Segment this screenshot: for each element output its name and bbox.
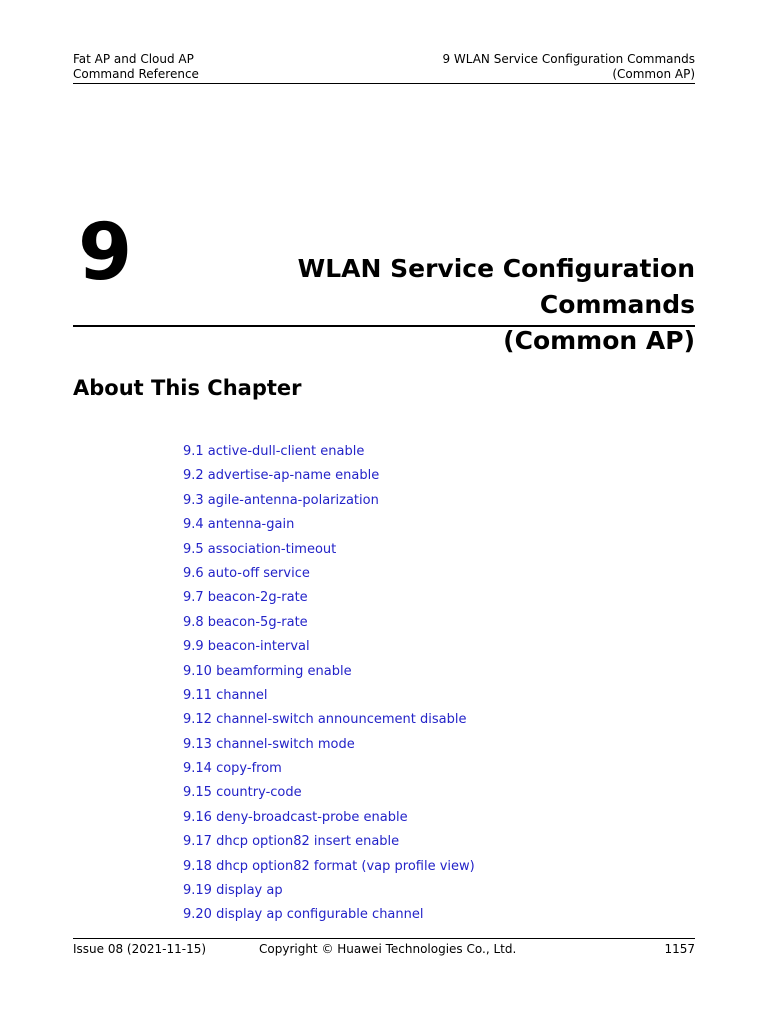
toc-link[interactable]: 9.17 dhcp option82 insert enable [183,834,400,850]
toc-link[interactable]: 9.5 association-timeout [183,541,337,557]
toc-link[interactable]: 9.2 advertise-ap-name enable [183,468,380,484]
toc-item [183,562,475,586]
toc-item [183,903,475,927]
toc-link[interactable]: 9.10 beamforming enable [183,663,352,679]
header-chapter-title: 9 WLAN Service Configuration Commands [442,52,695,66]
toc-link[interactable]: 9.7 beacon-2g-rate [183,590,308,606]
toc-item [183,879,475,903]
toc-link[interactable]: 9.18 dhcp option82 format (vap profile view) [183,858,475,874]
toc-link[interactable]: 9.15 country-code [183,785,302,801]
footer-divider [73,938,695,939]
header-doc-title: Fat AP and Cloud AP [73,52,194,66]
running-header-right [442,52,695,82]
chapter-title [135,251,695,359]
chapter-divider [73,325,695,327]
toc-item [183,489,475,513]
toc-item [183,440,475,464]
toc-item [183,708,475,732]
toc-link[interactable]: 9.13 channel-switch mode [183,736,355,752]
toc-item [183,660,475,684]
chapter-title-line-2: (Common AP) [503,326,695,355]
chapter-title-line-1: WLAN Service Configuration Commands [297,254,695,319]
toc-item [183,781,475,805]
toc-item [183,538,475,562]
chapter-toc [183,440,475,928]
toc-link[interactable]: 9.1 active-dull-client enable [183,444,365,459]
header-doc-subtitle: Command Reference [73,67,199,81]
header-chapter-subtitle: (Common AP) [612,67,695,81]
toc-link[interactable]: 9.16 deny-broadcast-probe enable [183,809,408,825]
toc-item [183,635,475,659]
toc-item [183,611,475,635]
toc-link[interactable]: 9.4 antenna-gain [183,517,295,533]
toc-item [183,806,475,830]
section-heading: About This Chapter [73,376,302,400]
toc-link[interactable]: 9.3 agile-antenna-polarization [183,492,379,508]
toc-link[interactable]: 9.6 auto-off service [183,565,310,581]
footer-issue: Issue 08 (2021-11-15) [73,942,207,956]
toc-link[interactable]: 9.12 channel-switch announcement disable [183,712,467,728]
running-header-left [73,52,199,82]
toc-item [183,733,475,757]
toc-item [183,513,475,537]
header-divider [73,83,695,84]
footer-page-number: 1157 [664,942,695,956]
toc-link[interactable]: 9.11 channel [183,687,268,703]
toc-link[interactable]: 9.14 copy-from [183,761,282,777]
toc-link[interactable]: 9.8 beacon-5g-rate [183,614,308,630]
toc-item [183,855,475,879]
chapter-number: 9 [78,208,133,298]
toc-item [183,684,475,708]
toc-link[interactable]: 9.9 beacon-interval [183,639,310,655]
toc-item [183,757,475,781]
toc-link[interactable]: 9.19 display ap [183,883,283,899]
toc-link[interactable]: 9.20 display ap configurable channel [183,907,424,923]
toc-item [183,830,475,854]
toc-item [183,586,475,610]
footer-copyright: Copyright © Huawei Technologies Co., Ltd. [259,942,517,956]
toc-item [183,464,475,488]
